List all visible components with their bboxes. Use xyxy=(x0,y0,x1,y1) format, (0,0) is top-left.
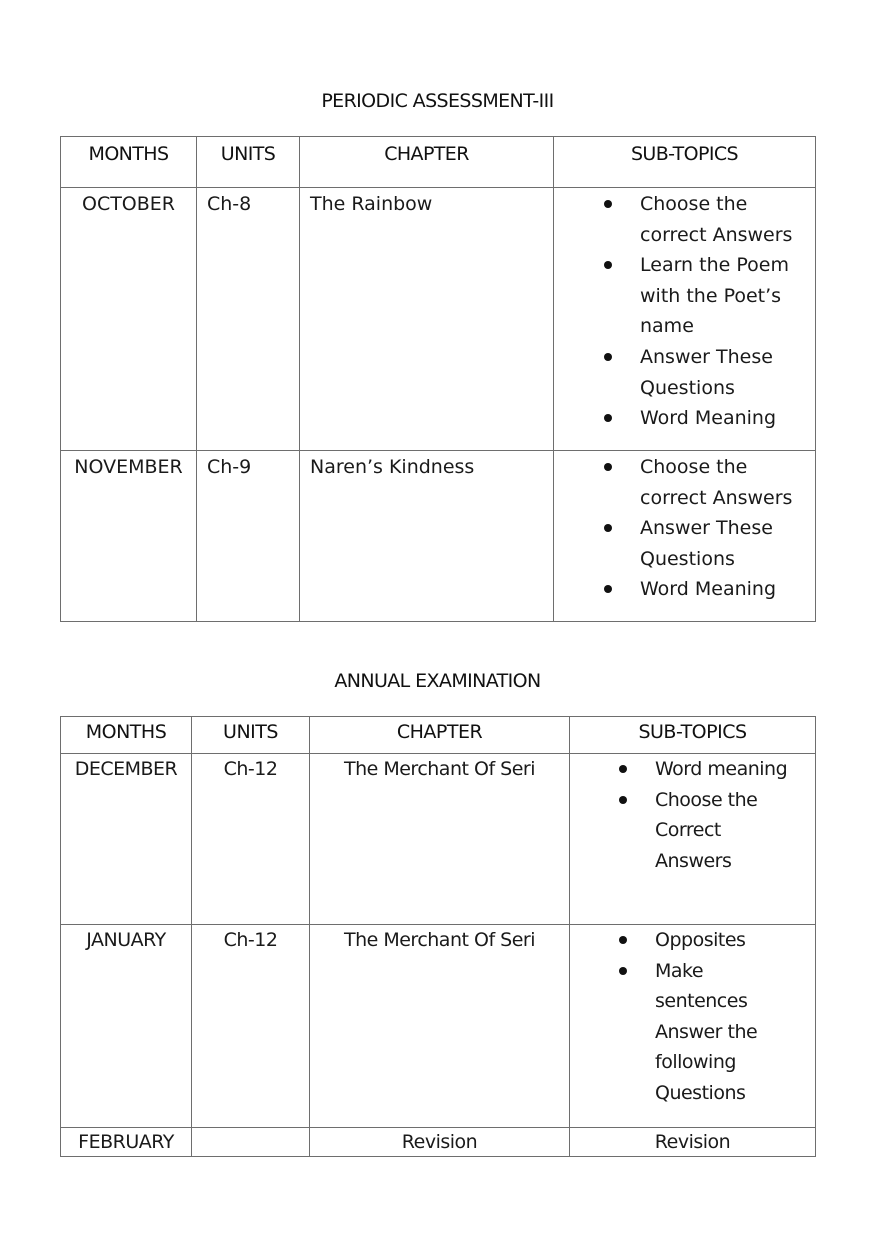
sub-topic-line: with the Poet’s xyxy=(640,284,782,307)
sub-topics-list xyxy=(640,452,815,605)
month-cell: JANUARY xyxy=(61,925,192,1128)
table-header-row xyxy=(61,717,816,754)
sub-topics-cell: Revision xyxy=(570,1128,816,1157)
sub-topic-line: Make xyxy=(655,959,704,982)
table-row xyxy=(61,188,816,451)
month-cell: DECEMBER xyxy=(61,754,192,925)
list-item xyxy=(640,574,815,605)
sub-topic-line: Questions xyxy=(640,547,735,570)
sub-topic-line: Word Meaning xyxy=(640,407,777,430)
header-chapter: CHAPTER xyxy=(300,137,554,188)
sub-topic-line: correct Answers xyxy=(640,486,793,509)
month-cell: FEBRUARY xyxy=(61,1128,192,1157)
chapter-cell: Naren’s Kindness xyxy=(300,451,554,622)
table-row xyxy=(61,925,816,1128)
sub-topic-line: Answer These xyxy=(640,345,773,368)
sub-topic-line: Word Meaning xyxy=(640,578,777,601)
header-units: UNITS xyxy=(192,717,310,754)
month-cell: NOVEMBER xyxy=(61,451,197,622)
sub-topics-cell xyxy=(570,754,816,925)
header-chapter: CHAPTER xyxy=(310,717,570,754)
sub-topic-line: Opposites xyxy=(655,929,746,951)
list-item xyxy=(655,754,815,785)
sub-topic-line: Answer the xyxy=(655,1020,758,1043)
sub-topic-line: correct Answers xyxy=(640,223,793,246)
chapter-cell: The Merchant Of Seri xyxy=(310,754,570,925)
table-row xyxy=(61,1128,816,1157)
list-item xyxy=(640,403,815,434)
unit-cell: Ch-9 xyxy=(197,451,300,622)
bullet-icon xyxy=(604,524,612,532)
sub-topic-line: Choose the xyxy=(640,193,748,215)
sub-topic-line: Choose the xyxy=(640,456,748,478)
bullet-icon xyxy=(604,261,612,269)
sub-topic-line: Correct xyxy=(655,819,721,842)
sub-topic-line: name xyxy=(640,315,694,338)
sub-topic-line: Answers xyxy=(655,849,732,872)
sub-topic-line: Questions xyxy=(640,376,735,399)
list-item xyxy=(640,452,815,513)
list-item xyxy=(655,925,815,956)
annual-examination-title: ANNUAL EXAMINATION xyxy=(334,670,541,692)
annual-examination-table xyxy=(60,716,816,1157)
bullet-icon xyxy=(604,353,612,361)
sub-topics-list xyxy=(655,925,815,1109)
unit-cell: Ch-8 xyxy=(197,188,300,451)
bullet-icon xyxy=(619,796,627,804)
list-item xyxy=(640,342,815,403)
periodic-assessment-table xyxy=(60,136,816,622)
list-item xyxy=(640,250,815,342)
list-item xyxy=(655,956,815,1109)
bullet-icon xyxy=(604,414,612,422)
header-units: UNITS xyxy=(197,137,300,188)
month-cell: OCTOBER xyxy=(61,188,197,451)
header-months: MONTHS xyxy=(61,137,197,188)
chapter-cell: The Merchant Of Seri xyxy=(310,925,570,1128)
sub-topics-cell xyxy=(570,925,816,1128)
bullet-icon xyxy=(619,967,627,975)
list-item xyxy=(640,513,815,574)
chapter-cell: The Rainbow xyxy=(300,188,554,451)
sub-topic-line: Questions xyxy=(655,1081,746,1104)
header-sub-topics: SUB-TOPICS xyxy=(570,717,816,754)
table-header-row xyxy=(61,137,816,188)
unit-cell xyxy=(192,1128,310,1157)
sub-topic-line: Answer These xyxy=(640,517,773,540)
sub-topic-line: sentences xyxy=(655,990,748,1013)
table-row xyxy=(61,451,816,622)
sub-topics-cell xyxy=(554,188,816,451)
list-item xyxy=(640,189,815,250)
sub-topic-line: Learn the Poem xyxy=(640,254,789,277)
unit-cell: Ch-12 xyxy=(192,925,310,1128)
sub-topics-list xyxy=(640,189,815,434)
header-months: MONTHS xyxy=(61,717,192,754)
bullet-icon xyxy=(604,463,612,471)
bullet-icon xyxy=(604,585,612,593)
bullet-icon xyxy=(619,936,627,944)
sub-topic-line: following xyxy=(655,1051,736,1074)
table-row xyxy=(61,754,816,925)
unit-cell: Ch-12 xyxy=(192,754,310,925)
sub-topic-line: Choose the xyxy=(655,788,758,811)
sub-topics-cell xyxy=(554,451,816,622)
sub-topics-list xyxy=(655,754,815,876)
chapter-cell: Revision xyxy=(310,1128,570,1157)
bullet-icon xyxy=(604,200,612,208)
list-item xyxy=(655,785,815,877)
header-sub-topics: SUB-TOPICS xyxy=(554,137,816,188)
bullet-icon xyxy=(619,765,627,773)
sub-topic-line: Word meaning xyxy=(655,758,788,780)
periodic-assessment-title: PERIODIC ASSESSMENT-III xyxy=(321,90,554,112)
